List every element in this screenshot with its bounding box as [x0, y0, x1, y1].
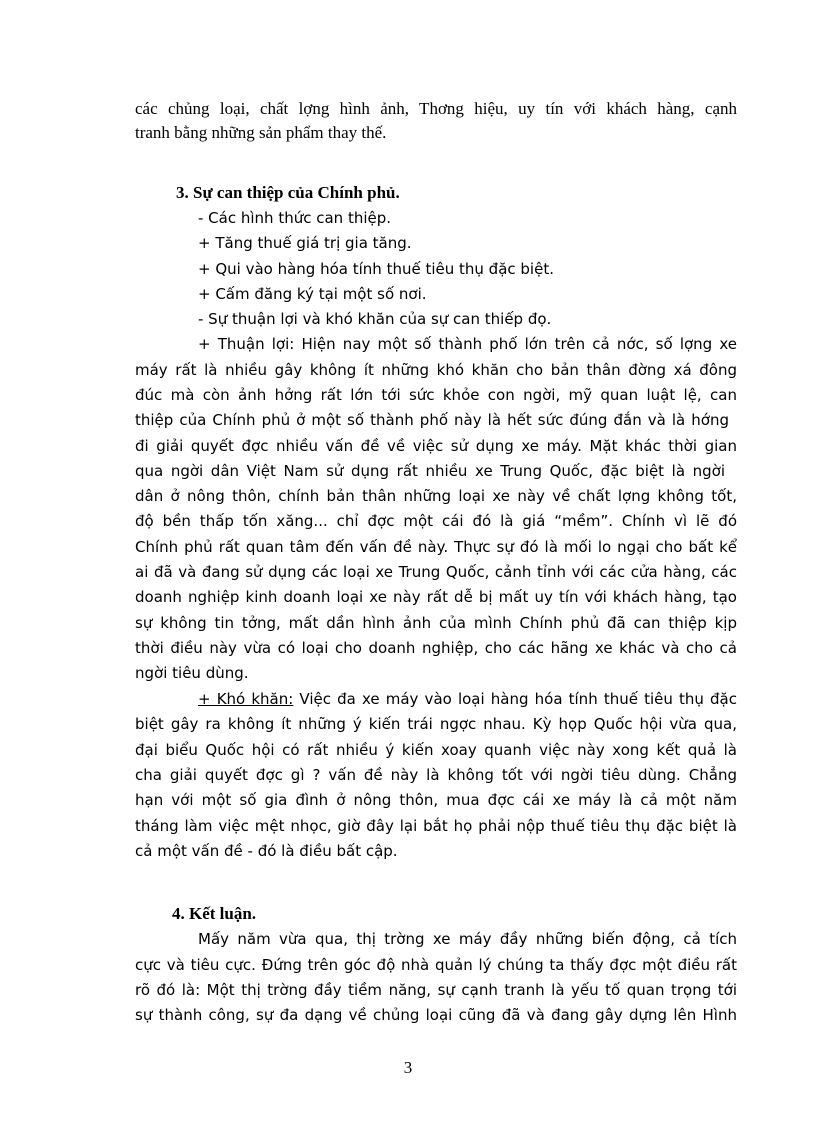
text-span: Việc đa xe máy vào loại hàng hóa tính thuế tiêu thụ đặc	[293, 690, 737, 708]
text-line: thiệp của Chính phủ ở một số thành phố này là hết sức đúng đắn và là hớng	[135, 411, 729, 429]
text-line: sự không tin tởng, mất dần hình ảnh của mình Chính phủ đã can thiệp kịp	[135, 614, 737, 632]
text-line: cả một vấn đề - đó là điều bất cập.	[135, 842, 398, 860]
text-line	[198, 688, 737, 710]
text-line: máy rất là nhiều gây không ít những khó khăn cho bản thân đờng xá đông	[135, 361, 737, 379]
text-line: tranh bằng những sản phẩm thay thế.	[135, 123, 387, 142]
list-item: + Tăng thuế giá trị gia tăng.	[198, 234, 412, 252]
text-line: biệt gây ra không ít những ý kiến trái ngợc nhau. Kỳ họp Quốc hội vừa qua,	[135, 715, 737, 733]
text-line: Mấy năm vừa qua, thị trờng xe máy đầy những biến động, cả tích	[198, 930, 737, 948]
text-line: đúc mà còn ảnh hởng rất lớn tới sức khỏe con ngời, mỹ quan luật lệ, can	[135, 386, 737, 404]
text-line: đi giải quyết đợc nhiều vấn đề về việc sử dụng xe máy. Mặt khác thời gian	[135, 437, 737, 455]
text-line: dân ở nông thôn, chính bản thân những loại xe này về chất lợng không tốt,	[135, 487, 737, 505]
list-item: + Cấm đăng ký tại một số nơi.	[198, 285, 427, 303]
text-line: Chính phủ rất quan tâm đến vấn đề này. Thực sự đó là mối lo ngại cho bất kể	[135, 538, 737, 556]
list-item: - Sự thuận lợi và khó khăn của sự can thiếp đọ.	[198, 310, 552, 328]
text-line: thời điều này vừa có loại cho doanh nghiệp, cho các hãng xe khác và cho cả	[135, 639, 737, 657]
text-line: sự thành công, sự đa dạng về chủng loại cũng đã và đang gây dựng lên Hình	[135, 1006, 737, 1024]
section-heading-3: 3. Sự can thiệp của Chính phủ.	[176, 183, 400, 202]
text-line: cực và tiêu cực. Đứng trên góc độ nhà quản lý chúng ta thấy đợc một điều rất	[135, 956, 737, 974]
text-line: doanh nghiệp kinh doanh loại xe này rất dễ bị mất uy tín với khách hàng, tạo	[135, 588, 737, 606]
text-line: qua ngời dân Việt Nam sử dụng rất nhiều xe Trung Quốc, đặc biệt là ngời	[135, 462, 725, 480]
text-line: ai đã và đang sử dụng các loại xe Trung Quốc, cảnh tỉnh với các cửa hàng, các	[135, 563, 737, 581]
list-item: + Qui vào hàng hóa tính thuế tiêu thụ đặc biệt.	[198, 260, 554, 278]
text-line: + Thuận lợi: Hiện nay một số thành phố lớn trên cả nớc, số lợng xe	[198, 335, 737, 353]
text-line: rõ đó là: Một thị trờng đầy tiềm năng, sự cạnh tranh là yếu tố quan trọng tới	[135, 981, 737, 999]
text-line: độ bền thấp tốn xăng... chỉ đợc một cái đó là giá “mềm”. Chính vì lẽ đó	[135, 512, 737, 530]
text-line: đại biểu Quốc hội có rất nhiều ý kiến xoay quanh việc này xong kết quả là	[135, 741, 737, 759]
section-heading-4: 4. Kết luận.	[172, 904, 257, 923]
text-line: cha giải quyết đợc gì ? vấn đề này là không tốt với ngời tiêu dùng. Chẳng	[135, 766, 737, 784]
text-line: ngời tiêu dùng.	[135, 664, 249, 682]
page-number: 3	[403, 1058, 413, 1077]
difficulty-label: + Khó khăn:	[198, 690, 294, 708]
text-line: các chủng loại, chất lợng hình ảnh, Thơng hiệu, uy tín với khách hàng, cạnh	[135, 99, 737, 118]
text-line: tháng làm việc mệt nhọc, giờ đây lại bắt họ phải nộp thuế tiêu thụ đặc biệt là	[135, 817, 737, 835]
text-line: hạn với một số gia đình ở nông thôn, mua đợc cái xe máy là cả một năm	[135, 791, 737, 809]
list-item: - Các hình thức can thiệp.	[198, 209, 392, 227]
